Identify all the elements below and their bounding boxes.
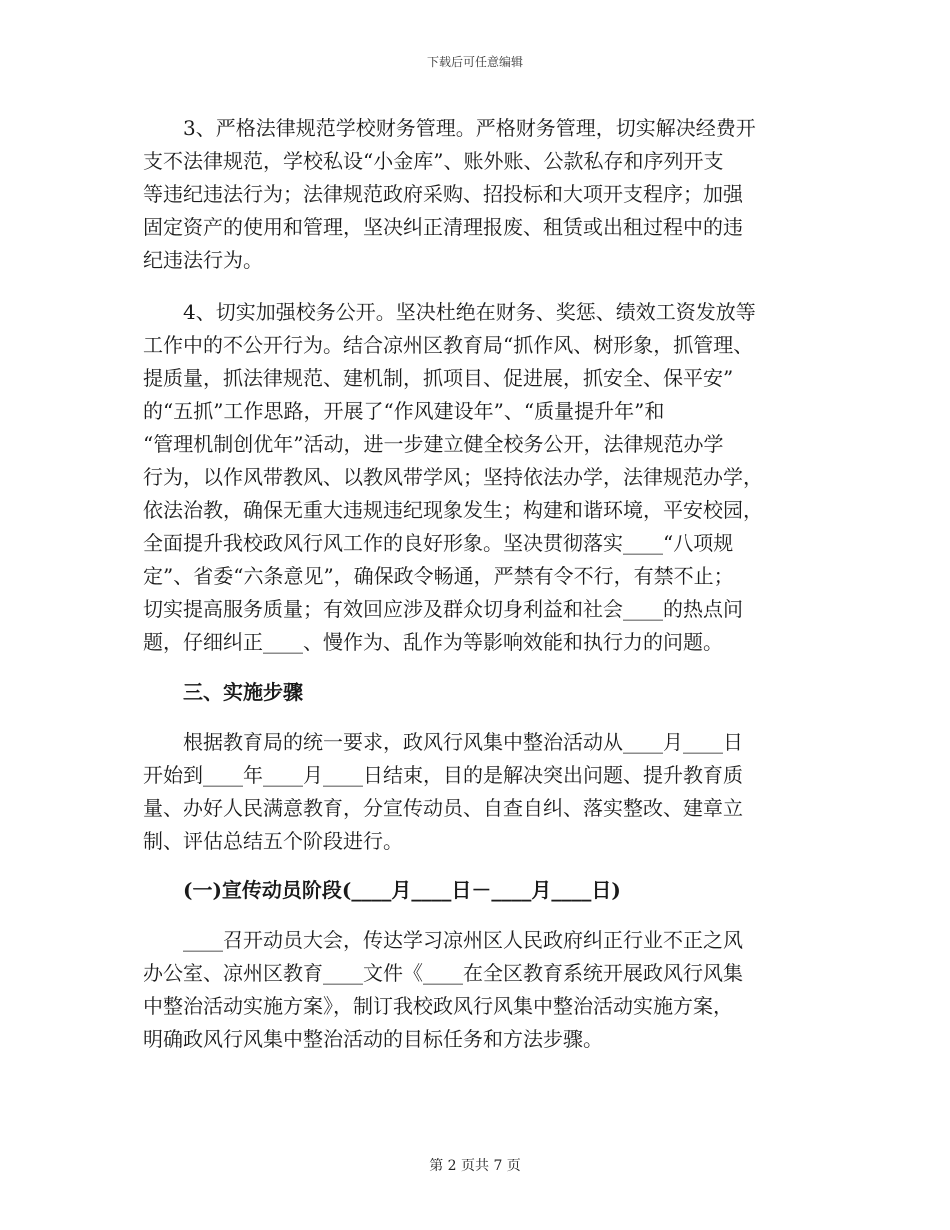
page-header: 下载后可任意编辑 [426,55,523,69]
text-line: 切实提高服务质量；有效回应涉及群众切身利益和社会____的热点问 [143,597,743,621]
text-line: 办公室、凉州区教育____文件《____在全区教育系统开展政风行风集 [143,961,743,985]
text-line: 3、严格法律规范学校财务管理。严格财务管理，切实解决经费开 [143,116,756,140]
text-line: “管理机制创优年”活动，进一步建立健全校务公开，法律规范办学 [143,432,724,456]
text-line: 量、办好人民满意教育，分宣传动员、自查自纠、落实整改、建章立 [143,796,743,820]
text-line: 开始到____年____月____日结束，目的是解决突出问题、提升教育质 [143,763,743,787]
text-line: 提质量，抓法律规范、建机制，抓项目、促进展，抓安全、保平安” [143,366,734,390]
text-line: 支不法律规范，学校私设“小金库”、账外账、公款私存和序列开支 [143,149,724,173]
text-line: 明确政风行风集中整治活动的目标任务和方法步骤。 [143,1027,603,1051]
text-line: ____召开动员大会，传达学习凉州区人民政府纠正行业不正之风 [143,928,743,952]
page-footer: 第 2 页共 7 页 [429,1158,521,1174]
text-line: 纪违法行为。 [143,248,263,272]
text-line: 工作中的不公开行为。结合凉州区教育局“抓作风、树形象，抓管理、 [143,333,754,357]
text-line: 行为，以作风带教风、以教风带学风；坚持依法办学，法律规范办学， [143,465,763,489]
text-line: 根据教育局的统一要求，政风行风集中整治活动从____月____日 [143,730,743,754]
subsection-heading: (一)宣传动员阶段(____月____日－____月____日) [143,878,621,902]
text-line: 全面提升我校政风行风工作的良好形象。坚决贯彻落实____“八项规 [143,531,734,555]
section-heading: 三、实施步骤 [143,680,303,704]
text-line: 4、切实加强校务公开。坚决杜绝在财务、奖惩、绩效工资发放等 [143,300,756,324]
text-line: 的“五抓”工作思路，开展了“作风建设年”、“质量提升年”和 [143,399,665,423]
text-line: 制、评估总结五个阶段进行。 [143,829,403,853]
text-line: 固定资产的使用和管理，坚决纠正清理报废、租赁或出租过程中的违 [143,215,743,239]
text-line: 中整治活动实施方案》，制订我校政风行风集中整治活动实施方案， [143,994,733,1018]
text-line: 题，仔细纠正____、慢作为、乱作为等影响效能和执行力的问题。 [143,630,723,654]
text-line: 依法治教，确保无重大违规违纪现象发生；构建和谐环境，平安校园， [143,498,763,522]
text-line: 等违纪违法行为；法律规范政府采购、招投标和大项开支程序；加强 [143,182,743,206]
text-line: 定”、省委“六条意见”，确保政令畅通，严禁有令不行，有禁不止； [143,564,734,588]
